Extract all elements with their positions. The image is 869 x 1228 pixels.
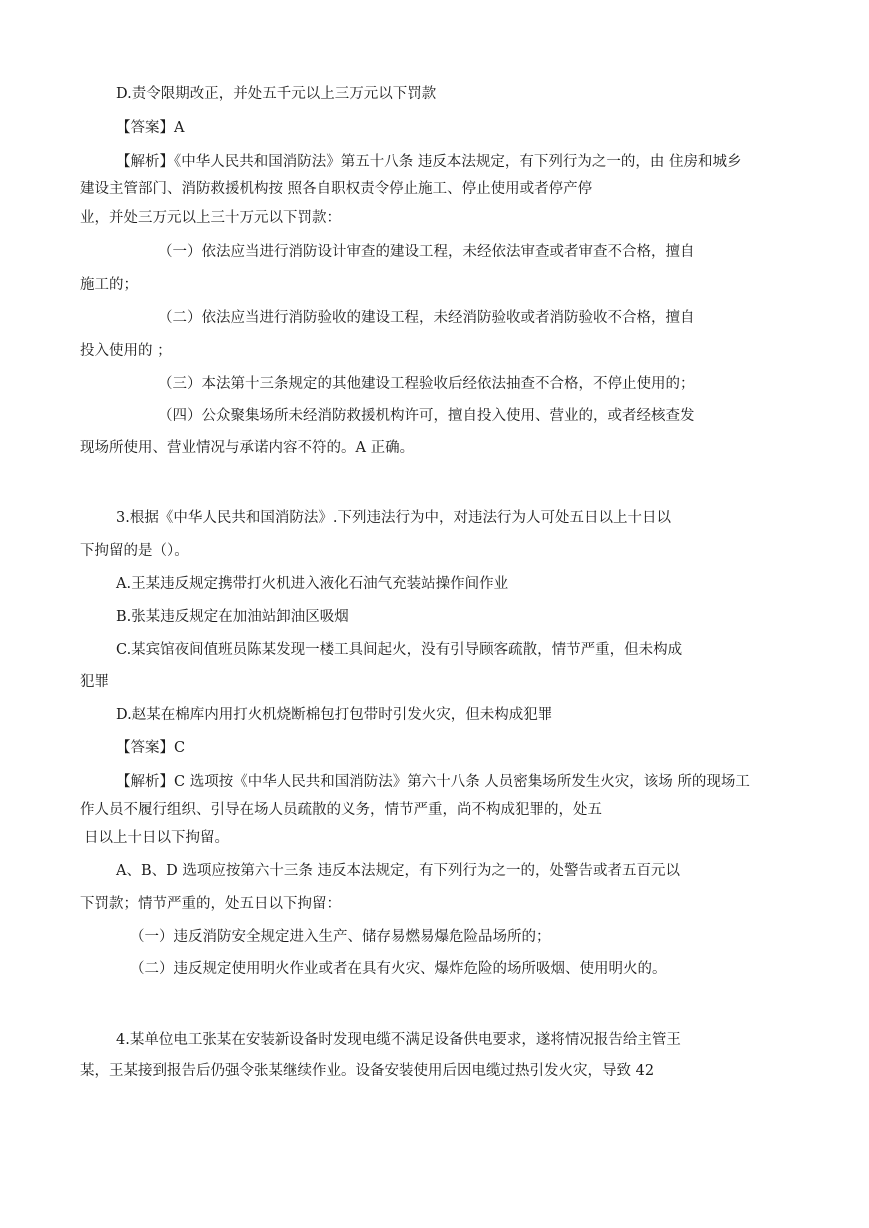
clause-item: （三）本法第十三条规定的其他建设工程验收后经依法抽查不合格，不停止使用的； (158, 376, 695, 392)
analysis-paragraph: A、B、D 选项应按第六十三条 违反本法规定，有下列行为之一的，处警告或者五百元以 (116, 863, 680, 879)
question-text: 3.根据《中华人民共和国消防法》.下列违法行为中，对违法行为人可处五日以上十日以 (116, 510, 671, 526)
clause-item: （二）依法应当进行消防验收的建设工程，未经消防验收或者消防验收不合格，擅自 (158, 310, 695, 326)
clause-item: （一）依法应当进行消防设计审查的建设工程，未经依法审查或者审查不合格，擅自 (158, 244, 695, 260)
clause-item: 施工的； (80, 277, 138, 293)
analysis-paragraph: 业，并处三万元以上三十万元以下罚款： (80, 210, 341, 226)
clause-item: （二）违反规定使用明火作业或者在具有火灾、爆炸危险的场所吸烟、使用明火的。 (130, 961, 667, 977)
clause-item: （四）公众聚集场所未经消防救援机构许可，擅自投入使用、营业的，或者经核查发 (158, 408, 695, 424)
option-text: D.赵某在棉库内用打火机烧断棉包打包带时引发火灾，但未构成犯罪 (116, 707, 553, 723)
answer-label: 【答案】C (116, 740, 186, 756)
analysis-paragraph: 日以上十日以下拘留。 (84, 830, 229, 846)
option-text: 犯罪 (80, 674, 109, 690)
clause-item: （一）违反消防安全规定进入生产、储存易燃易爆危险品场所的； (130, 929, 551, 945)
analysis-paragraph: 下罚款；情节严重的，处五日以下拘留： (80, 896, 341, 912)
option-text: A.王某违反规定携带打火机进入液化石油气充装站操作间作业 (116, 576, 509, 592)
option-d-text: D.责令限期改正，并处五千元以上三万元以下罚款 (116, 86, 437, 102)
clause-item: 现场所使用、营业情况与承诺内容不符的。A 正确。 (80, 440, 415, 456)
question-text: 下拘留的是（）。 (80, 543, 189, 559)
clause-item: 投入使用的 ； (80, 343, 172, 359)
option-text: C.某宾馆夜间值班员陈某发现一楼工具间起火，没有引导顾客疏散，情节严重，但未构成 (116, 642, 683, 658)
analysis-paragraph: 【解析】C 选项按《中华人民共和国消防法》第六十八条 人员密集场所发生火灾，该场 所的现场工 (116, 774, 750, 790)
analysis-paragraph: 【解析】《中华人民共和国消防法》第五十八条 违反本法规定，有下列行为之一的，由 住房和城乡 (116, 154, 742, 170)
question-text: 4.某单位电工张某在安装新设备时发现电缆不满足设备供电要求，遂将情况报告给主管王 (116, 1032, 681, 1048)
answer-label: 【答案】A (116, 120, 185, 136)
question-text: 某，王某接到报告后仍强令张某继续作业。设备安装使用后因电缆过热引发火灾，导致 42 (80, 1063, 655, 1079)
analysis-paragraph: 作人员不履行组织、引导在场人员疏散的义务，情节严重，尚不构成犯罪的，处五 (80, 802, 602, 818)
option-text: B.张某违反规定在加油站卸油区吸烟 (116, 609, 349, 625)
analysis-paragraph: 建设主管部门、消防救援机构按 照各自职权责令停止施工、停止使用或者停产停 (80, 181, 593, 197)
